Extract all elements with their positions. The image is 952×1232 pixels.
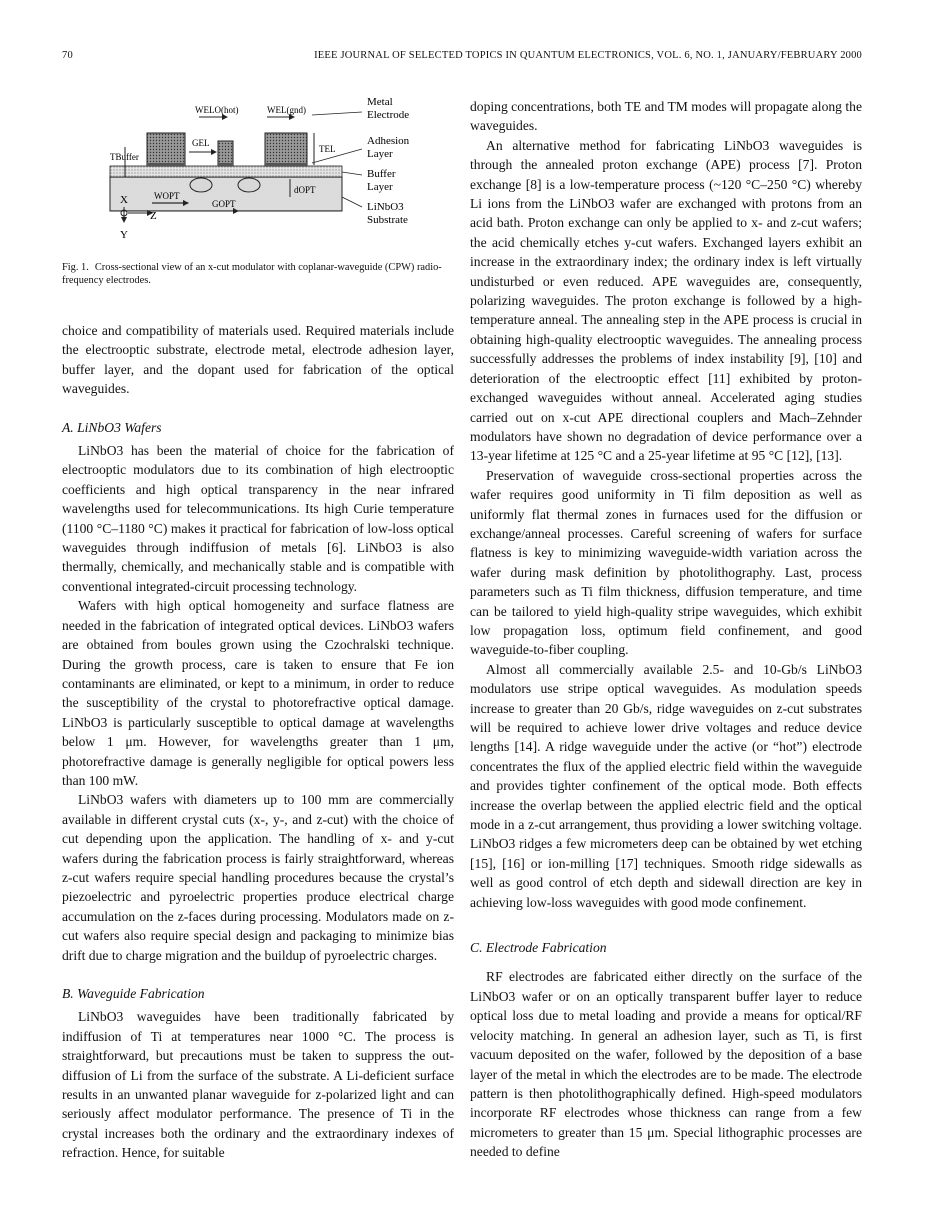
section-b-heading: B. Waveguide Fabrication (62, 986, 205, 1001)
label-metal-1: Metal (367, 97, 393, 108)
label-substrate-2: Substrate (367, 214, 408, 226)
buffer-layer (110, 166, 342, 177)
label-w-el-gnd: WEL(gnd) (267, 105, 306, 115)
axis-y-label: Y (120, 229, 128, 241)
right-paragraph-1: An alternative method for fabricating LiNbO3 waveguides is through the annealed proton exchange (APE) process [7]. Proton exchange [8] is a low-temperature process (~120 °C–250 °C) whereby Li ions from the LiNbO3 wafer are exchanged with protons from an acid bath. Proton exchange can only be applied to x- and z-cut wafers; the acid chemically etches y-cut wafers. Exchanged layers exhibit an increase in the extraordinary index; the ordinary index is left virtually undisturbed or even reduced. APE waveguides are, consequently, polarizing waveguides. The proton exchange is followed by a high-temperature anneal. The annealing step in the APE process is crucial in obtaining high-quality electrooptic waveguides. The annealing process successfully addresses the problems of index instability [9], [10] and deterioration of the electrooptic effect [11] exhibited by proton-exchanged waveguides without anneal. Accelerated aging studies carried out on x-cut APE directional couplers and Mach–Zehnder modulators have shown no degradation of device performance over a 13-year lifetime at 125 °C and a 25-year lifetime at 95 °C [12], [13]. (470, 137, 862, 464)
section-a-paragraph-3: LiNbO3 wafers with diameters up to 100 mm are commercially available in different crystal cuts (x-, y-, and z-cut) with the choice of cut depending upon the application. The handling of x- and y-cut wafers during the fabrication process is fairly straightforward, whereas z-cut wafers require special handling procedures because the crystal’s piezoelectric and pyroelectric properties produce electrical charge accumulation on the z-faces during processing. Modulators made on z-cut wafers also require special design and packaging to minimize bias drift due to charge migration and the buildup of pyroelectric charges. (62, 792, 454, 963)
section-a-heading: A. LiNbO3 Wafers (62, 419, 162, 435)
section-a-paragraph-1: LiNbO3 has been the material of choice for the fabrication of electrooptic modulators due to its combination of high electrooptic coefficients and high optical transparency in the near infrared wavelengths used for telecommunications. Its high Curie temperature (1100 °C–1180 °C) makes it practical for fabrication of low-loss optical waveguides through indiffusion of metals [6]. LiNbO3 is also thermally, chemically, and mechanically stable and is compatible with conventional integrated-circuit processing technology. (62, 443, 454, 594)
label-adhesion-1: Adhesion (367, 135, 410, 147)
cpw-cross-section-diagram (62, 97, 454, 257)
label-d-opt: dOPT (294, 185, 316, 195)
section-c-heading: C. Electrode Fabrication (470, 940, 607, 956)
label-adhesion-2: Layer (367, 148, 393, 160)
waveguide-right (238, 178, 260, 192)
section-c-paragraph-1: RF electrodes are fabricated either directly on the surface of the LiNbO3 wafer or on an optically transparent buffer layer to reduce optical loss due to metal loading and provide a means for optical/RF velocity matching. In general an adhesion layer, such as Ti, is first vacuum deposited on the wafer, followed by the deposition of a base layer of the metal in which the electrodes are to be made. The electrode pattern is then photolithographically defined. High-speed modulators incorporate RF electrodes whose thickness can range from a few micrometers to greater than 15 μm. Special lithographic processes are needed to define (470, 969, 862, 1160)
label-buffer-2: Layer (367, 181, 393, 193)
label-t-el: TEL (319, 144, 336, 154)
caption-text: Cross-sectional view of an x-cut modulator with coplanar-waveguide (CPW) radio-frequency electrodes. (62, 262, 442, 286)
section-a-paragraph-2: Wafers with high optical homogeneity and surface flatness are needed in the fabrication of integrated optical devices. LiNbO3 wafers are obtained from boules grown using the Czochralski technique. During the growth process, care is taken to ensure that Fe ion contaminants are eliminated, or kept to a minimum, in order to reduce the susceptibility of the crystal to photorefractive optical damage. LiNbO3 is particularly susceptible to optical damage at wavelengths below 1 μm. However, for wavelengths greater than 1 μm, photorefractive damage is generally negligible for optical powers less than 100 mW. (62, 598, 454, 788)
ground-electrode-right (265, 133, 307, 166)
label-w-opt: WOPT (154, 191, 180, 201)
label-g-el: GEL (192, 138, 210, 148)
left-column (62, 97, 454, 1163)
figure-1 (62, 97, 454, 257)
label-t-buffer: TBuffer (110, 152, 139, 162)
axis-z-label: Z (150, 210, 157, 222)
label-w-elo-hot: WELO(hot) (195, 105, 239, 115)
label-metal-2: Electrode (367, 109, 410, 121)
adhesion-center (218, 163, 233, 166)
running-header: IEEE JOURNAL OF SELECTED TOPICS IN QUANTUM ELECTRONICS, VOL. 6, NO. 1, JANUARY/FEBRUARY 2000 (314, 50, 862, 61)
adhesion-right (265, 163, 307, 166)
label-buffer-1: Buffer (367, 168, 396, 180)
axis-x-label: X (120, 194, 128, 206)
label-g-opt: GOPT (212, 199, 236, 209)
right-paragraph-2: Preservation of waveguide cross-sectional properties across the wafer requires good uniformity in Ti film deposition as well as uniformly flat thermal zones in furnaces used for the diffusion or exchange/anneal processes. Careful screening of wafers for surface flatness is key to minimizing waveguide-width variation across the wafer during mask definition by photolithography. Last, process parameters such as Ti film thickness, diffusion temperature, and time can be tailored to yield high-quality stripe waveguides, which exhibit low propagation loss, optimum field confinement, and good waveguide-to-fiber coupling. (470, 467, 862, 658)
adhesion-left (147, 163, 185, 166)
caption-label: Fig. 1. (62, 262, 89, 273)
intro-paragraph: choice and compatibility of materials used. Required materials include the electrooptic substrate, electrode metal, electrode adhesion layer, buffer layer, and the dopant used for fabrication of the optical waveguides. (62, 323, 454, 397)
ground-electrode-left (147, 133, 185, 166)
waveguide-left (190, 178, 212, 192)
page-number: 70 (62, 50, 73, 61)
right-paragraph-3: Almost all commercially available 2.5- and 10-Gb/s LiNbO3 modulators use stripe optical waveguides. As modulation speeds increase to greater than 20 Gb/s, ridge waveguides on z-cut substrates will be required to achieve lower drive voltages and reduce device lengths [14]. A ridge waveguide under the active (or “hot”) electrode concentrates the flux of the applied electric field within the waveguide and provides tighter confinement of the optical mode. Both effects increase the overlap between the applied electric field and the optical mode in a z-cut arrangement, thus providing a lower switching voltage. LiNbO3 ridges a few micrometers deep can be obtained by wet etching [15], [16] or ion-milling [17] techniques. Smooth ridge sidewalls as well as good control of etch depth and sidewall direction are key in achieving low-loss waveguides with good mode confinement. (470, 661, 862, 910)
section-b-paragraph-1: LiNbO3 waveguides have been traditionally fabricated by indiffusion of Ti at temperatures near 1000 °C. The process is straightforward, but precautions must be taken to suppress the out-diffusion of Li from the surface of the substrate. A Li-deficient surface results in an unwanted planar waveguide for z-polarized light and can seriously affect modulator performance. The presence of Ti in the crystal increases both the ordinary and the extraordinary indexes of refraction. Hence, for suitable (62, 1009, 454, 1161)
right-column (470, 97, 862, 1162)
right-paragraph-0: doping concentrations, both TE and TM modes will propagate along the waveguides. (470, 99, 862, 134)
label-substrate-1: LiNbO3 (367, 201, 404, 213)
hot-electrode (218, 141, 233, 166)
figure-caption (62, 261, 454, 287)
